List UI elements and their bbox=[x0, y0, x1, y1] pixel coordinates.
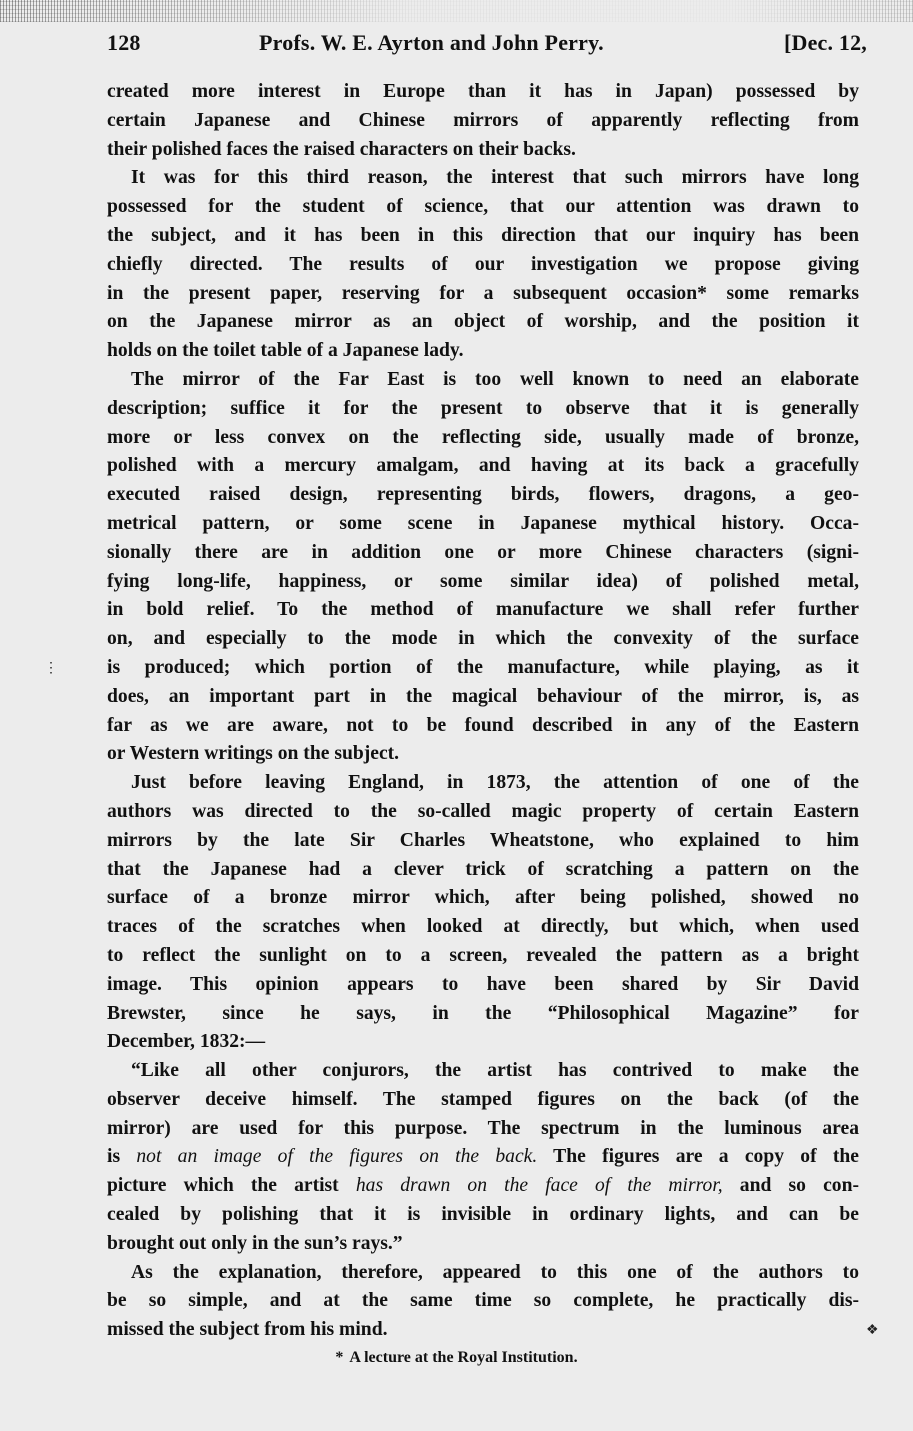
body-text bbox=[107, 78, 859, 1345]
italic-emphasis: has drawn on the face of the mirror, bbox=[355, 1175, 723, 1197]
text-line: brought out only in the sun’s rays.” bbox=[107, 1232, 403, 1254]
text-line: possessed for the student of science, that our attention was drawn to bbox=[107, 196, 859, 218]
text-line: sionally there are in addition one or more Chinese characters (signi- bbox=[107, 541, 859, 563]
text-line: It was for this third reason, the interest that such mirrors have long bbox=[131, 167, 859, 189]
paragraph bbox=[107, 769, 859, 1057]
text-line: on, and especially to the mode in which the convexity of the surface bbox=[107, 628, 859, 650]
text-line: does, an important part in the magical behaviour of the mirror, is, as bbox=[107, 685, 859, 707]
text-line: traces of the scratches when looked at directly, but which, when used bbox=[107, 916, 859, 938]
block-quotation bbox=[107, 1057, 859, 1259]
text-line: Brewster, since he says, in the “Philosophical Magazine” for bbox=[107, 1002, 859, 1024]
text-line: to reflect the sunlight on to a screen, revealed the pattern as a bright bbox=[107, 944, 859, 966]
paragraph bbox=[107, 366, 859, 769]
text-line: in the present paper, reserving for a subsequent occasion* some remarks bbox=[107, 282, 859, 304]
text-line: surface of a bronze mirror which, after being polished, showed no bbox=[107, 887, 859, 909]
margin-speck-icon: ⋮ bbox=[44, 661, 58, 676]
text-line: authors was directed to the so-called magic property of certain Eastern bbox=[107, 800, 859, 822]
text-line: mirror) are used for this purpose. The spectrum in the luminous area bbox=[107, 1117, 859, 1139]
text-line: The mirror of the Far East is too well known to need an elaborate bbox=[131, 368, 859, 390]
text-line: As the explanation, therefore, appeared to this one of the authors to bbox=[131, 1261, 859, 1283]
footnote-text: A lecture at the Royal Institution. bbox=[349, 1349, 578, 1366]
text-line: metrical pattern, or some scene in Japanese mythical history. Occa- bbox=[107, 512, 859, 534]
text-run: is bbox=[107, 1146, 137, 1168]
italic-emphasis: not an image of the figures on the back. bbox=[136, 1146, 538, 1168]
text-line: December, 1832:— bbox=[107, 1031, 266, 1053]
text-run: picture which the artist bbox=[107, 1175, 356, 1197]
text-line: mirrors by the late Sir Charles Wheatstone, who explained to him bbox=[107, 829, 859, 851]
text-line: is produced; which portion of the manufacture, while playing, as it bbox=[107, 656, 859, 678]
text-line: description; suffice it for the present to observe that it is generally bbox=[107, 397, 859, 419]
footnote bbox=[0, 1349, 913, 1367]
paragraph bbox=[107, 1259, 859, 1345]
margin-ornament-icon: ❖ bbox=[866, 1323, 879, 1338]
text-line: their polished faces the raised characters on their backs. bbox=[107, 138, 576, 160]
running-head-title: Profs. W. E. Ayrton and John Perry. bbox=[259, 30, 604, 55]
text-line: fying long-life, happiness, or some similar idea) of polished metal, bbox=[107, 570, 859, 592]
text-line: “Like all other conjurors, the artist has contrived to make the bbox=[131, 1060, 859, 1082]
text-line: that the Japanese had a clever trick of scratching a pattern on the bbox=[107, 858, 859, 880]
text-run: and so con- bbox=[722, 1175, 859, 1197]
text-line: on the Japanese mirror as an object of worship, and the position it bbox=[107, 311, 859, 333]
text-line: created more interest in Europe than it has in Japan) possessed by bbox=[107, 81, 859, 102]
paragraph bbox=[107, 164, 859, 366]
text-line: Just before leaving England, in 1873, the attention of one of the bbox=[131, 772, 859, 794]
text-line-mixed bbox=[107, 1172, 859, 1201]
text-line: chiefly directed. The results of our investigation we propose giving bbox=[107, 253, 859, 275]
text-line: missed the subject from his mind. bbox=[107, 1319, 388, 1341]
text-run: The figures are a copy of the bbox=[537, 1146, 860, 1168]
text-line: image. This opinion appears to have been shared by Sir David bbox=[107, 973, 859, 995]
text-line: more or less convex on the reflecting side, usually made of bronze, bbox=[107, 426, 859, 448]
text-line: be so simple, and at the same time so complete, he practically dis- bbox=[107, 1290, 859, 1312]
text-line: polished with a mercury amalgam, and having at its back a gracefully bbox=[107, 455, 859, 477]
text-line: cealed by polishing that it is invisible in ordinary lights, and can be bbox=[107, 1204, 859, 1226]
text-line: observer deceive himself. The stamped figures on the back (of the bbox=[107, 1088, 859, 1110]
text-line-mixed bbox=[107, 1143, 859, 1172]
page-number: 128 bbox=[107, 30, 141, 55]
text-line: far as we are aware, not to be found described in any of the Eastern bbox=[107, 714, 859, 736]
text-line: or Western writings on the subject. bbox=[107, 743, 400, 765]
footnote-marker: * bbox=[335, 1349, 344, 1366]
paragraph bbox=[107, 78, 859, 164]
running-head bbox=[107, 30, 867, 60]
running-head-date: [Dec. 12, bbox=[783, 30, 867, 55]
text-line: executed raised design, representing birds, flowers, dragons, a geo- bbox=[107, 484, 859, 506]
text-line: in bold relief. To the method of manufacture we shall refer further bbox=[107, 599, 859, 621]
text-line: the subject, and it has been in this direction that our inquiry has been bbox=[107, 224, 859, 246]
scan-noise-top-edge bbox=[0, 0, 913, 22]
text-line: holds on the toilet table of a Japanese lady. bbox=[107, 340, 464, 362]
text-line: certain Japanese and Chinese mirrors of apparently reflecting from bbox=[107, 109, 859, 131]
